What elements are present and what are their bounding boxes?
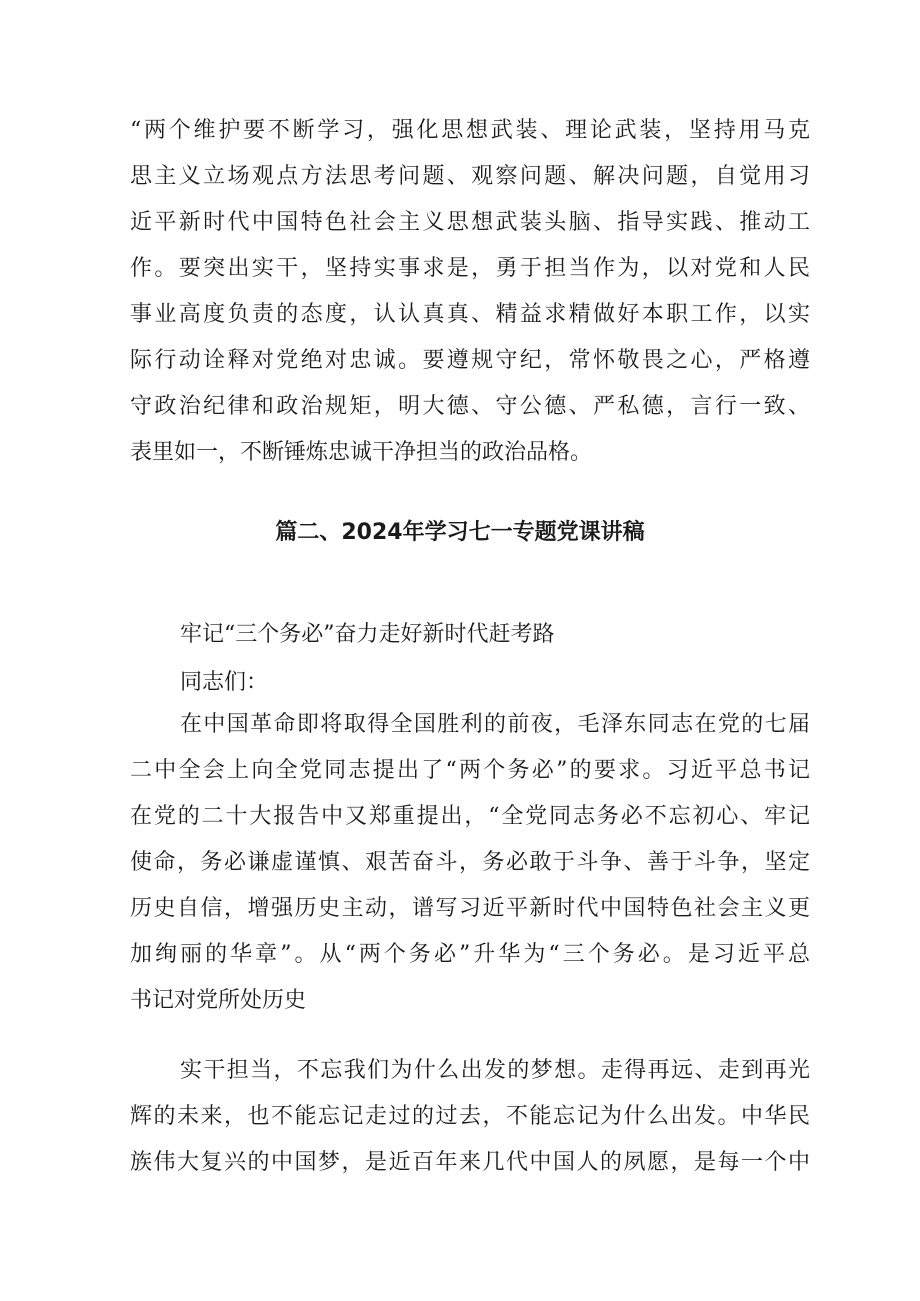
text-line: 族伟大复兴的中国梦，是近百年来几代中国人的夙愿，是每一个中 bbox=[130, 1150, 810, 1175]
text-line: 守政治纪律和政治规矩，明大德、守公德、严私德，言行一致、 bbox=[130, 394, 810, 419]
text-line: 作。要突出实干，坚持实事求是，勇于担当作为，以对党和人民 bbox=[130, 256, 810, 281]
text-line: 事业高度负责的态度，认认真真、精益求精做好本职工作，以实 bbox=[130, 302, 810, 327]
text-line: 使命，务必谦虚谨慎、艰苦奋斗，务必敢于斗争、善于斗争，坚定 bbox=[130, 850, 810, 875]
text-line: 二中全会上向全党同志提出了“两个务必”的要求。习近平总书记 bbox=[130, 758, 810, 783]
text-line: 在中国革命即将取得全国胜利的前夜，毛泽东同志在党的七届 bbox=[180, 712, 810, 737]
text-line: 历史自信，增强历史主动，谱写习近平新时代中国特色社会主义更 bbox=[130, 896, 810, 921]
text-line: 实干担当，不忘我们为什么出发的梦想。走得再远、走到再光 bbox=[180, 1058, 810, 1083]
section-heading: 篇二、2024年学习七一专题党课讲稿 bbox=[275, 520, 645, 545]
text-line: 近平新时代中国特色社会主义思想武装头脑、指导实践、推动工 bbox=[130, 210, 810, 235]
text-line: 际行动诠释对党绝对忠诚。要遵规守纪，常怀敬畏之心，严格遵 bbox=[130, 348, 810, 373]
text-line: 辉的未来，也不能忘记走过的过去，不能忘记为什么出发。中华民 bbox=[130, 1104, 810, 1129]
text-line: 书记对党所处历史 bbox=[130, 988, 307, 1013]
text-line: 表里如一，不断锤炼忠诚干净担当的政治品格。 bbox=[130, 440, 593, 465]
salutation: 同志们： bbox=[180, 670, 269, 695]
text-line: 在党的二十大报告中又郑重提出，“全党同志务必不忘初心、牢记 bbox=[130, 804, 810, 829]
text-line: 加绚丽的华章”。从“两个务必”升华为“三个务必。是习近平总 bbox=[130, 942, 810, 967]
text-line: 思主义立场观点方法思考问题、观察问题、解决问题，自觉用习 bbox=[130, 164, 810, 189]
text-line: “两个维护要不断学习，强化思想武装、理论武装，坚持用马克 bbox=[130, 118, 810, 143]
article-title: 牢记“三个务必”奋力走好新时代赶考路 bbox=[180, 622, 555, 647]
